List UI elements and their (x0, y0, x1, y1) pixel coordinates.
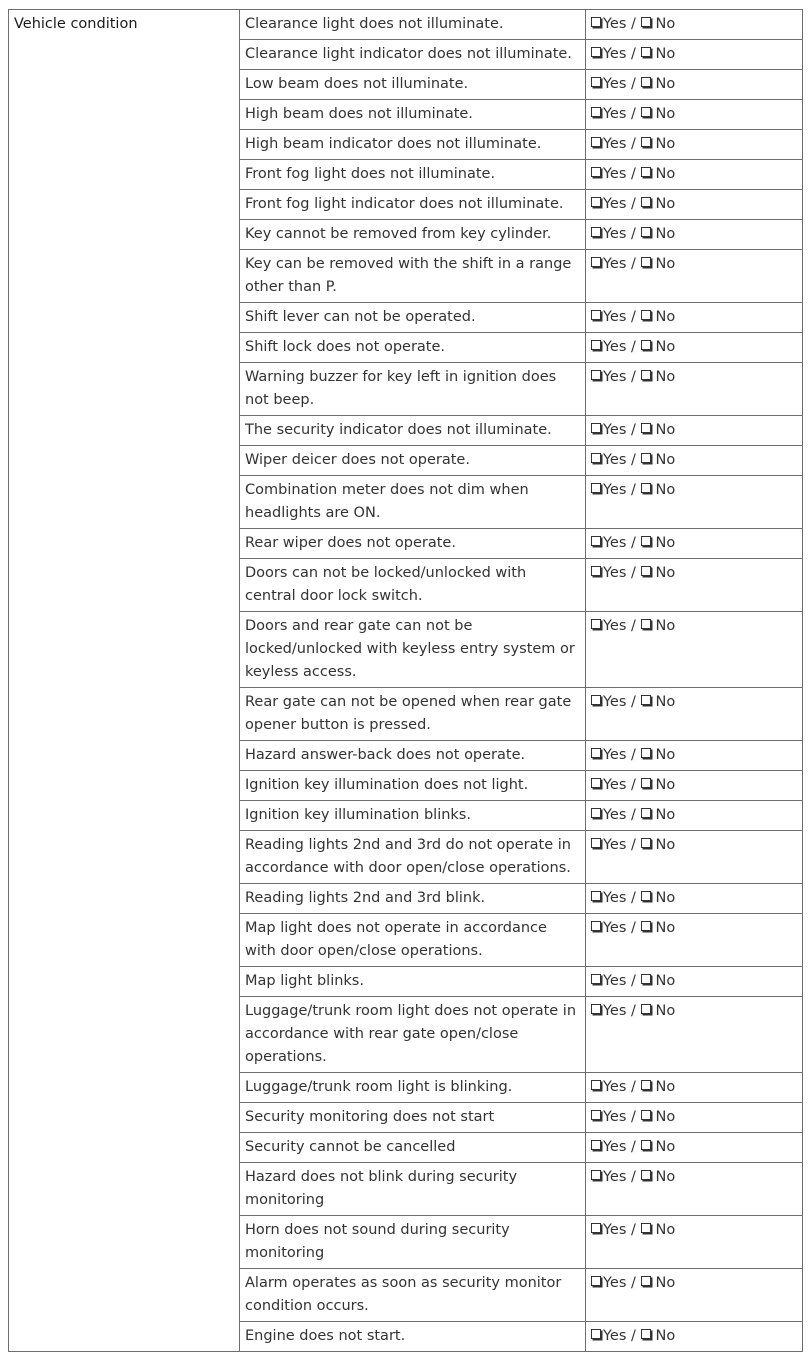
no-label: No (655, 890, 676, 906)
yes-label: Yes (603, 422, 627, 438)
yes-label: Yes (603, 565, 627, 581)
no-checkbox-icon[interactable] (641, 340, 651, 350)
yes-no-cell (586, 40, 803, 70)
yes-checkbox-icon[interactable] (591, 17, 601, 27)
yes-no-cell (586, 130, 803, 160)
separator: / (626, 837, 641, 853)
yes-no-cell (586, 190, 803, 220)
table-row (9, 10, 803, 40)
yes-label: Yes (603, 256, 627, 272)
yes-label: Yes (603, 807, 627, 823)
yes-checkbox-icon[interactable] (591, 891, 601, 901)
condition-text: Key cannot be removed from key cylinder. (240, 220, 586, 250)
separator: / (626, 1328, 641, 1344)
yes-label: Yes (603, 482, 627, 498)
yes-no-cell (586, 250, 803, 303)
yes-label: Yes (603, 1169, 627, 1185)
no-checkbox-icon[interactable] (641, 227, 651, 237)
yes-no-cell (586, 333, 803, 363)
separator: / (626, 535, 641, 551)
yes-no-cell (586, 303, 803, 333)
no-checkbox-icon[interactable] (641, 423, 651, 433)
no-checkbox-icon[interactable] (641, 566, 651, 576)
vehicle-condition-table (8, 9, 803, 1352)
yes-no-cell (586, 831, 803, 884)
yes-no-cell (586, 967, 803, 997)
separator: / (626, 256, 641, 272)
yes-label: Yes (603, 747, 627, 763)
yes-no-cell (586, 771, 803, 801)
condition-text: Rear gate can not be opened when rear gate opener button is pressed. (240, 688, 586, 741)
yes-checkbox-icon[interactable] (591, 536, 601, 546)
condition-text: Luggage/trunk room light is blinking. (240, 1073, 586, 1103)
no-checkbox-icon[interactable] (641, 921, 651, 931)
condition-text: Doors can not be locked/unlocked with central door lock switch. (240, 559, 586, 612)
no-label: No (655, 694, 676, 710)
yes-label: Yes (603, 1222, 627, 1238)
no-checkbox-icon[interactable] (641, 257, 651, 267)
condition-text: Horn does not sound during security monitoring (240, 1216, 586, 1269)
yes-label: Yes (603, 452, 627, 468)
separator: / (626, 807, 641, 823)
yes-checkbox-icon[interactable] (591, 1140, 601, 1150)
yes-label: Yes (603, 1139, 627, 1155)
no-checkbox-icon[interactable] (641, 748, 651, 758)
yes-label: Yes (603, 339, 627, 355)
no-checkbox-icon[interactable] (641, 17, 651, 27)
no-checkbox-icon[interactable] (641, 483, 651, 493)
yes-checkbox-icon[interactable] (591, 257, 601, 267)
no-label: No (655, 747, 676, 763)
no-checkbox-icon[interactable] (641, 1329, 651, 1339)
no-label: No (655, 920, 676, 936)
yes-checkbox-icon[interactable] (591, 370, 601, 380)
yes-no-cell (586, 10, 803, 40)
separator: / (626, 1222, 641, 1238)
yes-checkbox-icon[interactable] (591, 566, 601, 576)
yes-no-cell (586, 801, 803, 831)
yes-checkbox-icon[interactable] (591, 227, 601, 237)
yes-label: Yes (603, 1275, 627, 1291)
no-label: No (655, 482, 676, 498)
yes-label: Yes (603, 535, 627, 551)
separator: / (626, 309, 641, 325)
separator: / (626, 482, 641, 498)
yes-checkbox-icon[interactable] (591, 695, 601, 705)
no-label: No (655, 46, 676, 62)
no-label: No (655, 369, 676, 385)
yes-label: Yes (603, 226, 627, 242)
yes-checkbox-icon[interactable] (591, 137, 601, 147)
no-label: No (655, 565, 676, 581)
yes-no-cell (586, 446, 803, 476)
yes-checkbox-icon[interactable] (591, 1004, 601, 1014)
separator: / (626, 1169, 641, 1185)
no-checkbox-icon[interactable] (641, 47, 651, 57)
yes-no-cell (586, 416, 803, 446)
no-checkbox-icon[interactable] (641, 778, 651, 788)
separator: / (626, 1275, 641, 1291)
yes-label: Yes (603, 1328, 627, 1344)
condition-text: Shift lock does not operate. (240, 333, 586, 363)
condition-text: Low beam does not illuminate. (240, 70, 586, 100)
yes-no-cell (586, 559, 803, 612)
yes-no-cell (586, 363, 803, 416)
no-checkbox-icon[interactable] (641, 107, 651, 117)
yes-no-cell (586, 1073, 803, 1103)
yes-label: Yes (603, 166, 627, 182)
yes-label: Yes (603, 369, 627, 385)
yes-no-cell (586, 100, 803, 130)
yes-checkbox-icon[interactable] (591, 808, 601, 818)
yes-no-cell (586, 529, 803, 559)
yes-no-cell (586, 1163, 803, 1216)
no-checkbox-icon[interactable] (641, 1276, 651, 1286)
no-label: No (655, 136, 676, 152)
condition-text: Rear wiper does not operate. (240, 529, 586, 559)
separator: / (626, 1079, 641, 1095)
condition-text: The security indicator does not illuminate. (240, 416, 586, 446)
yes-no-cell (586, 997, 803, 1073)
yes-no-cell (586, 741, 803, 771)
yes-checkbox-icon[interactable] (591, 453, 601, 463)
no-checkbox-icon[interactable] (641, 77, 651, 87)
yes-label: Yes (603, 618, 627, 634)
condition-text: Reading lights 2nd and 3rd do not operate in accordance with door open/close operations. (240, 831, 586, 884)
yes-no-cell (586, 884, 803, 914)
yes-checkbox-icon[interactable] (591, 310, 601, 320)
no-label: No (655, 807, 676, 823)
condition-text: Map light does not operate in accordance with door open/close operations. (240, 914, 586, 967)
separator: / (626, 136, 641, 152)
separator: / (626, 973, 641, 989)
no-checkbox-icon[interactable] (641, 1004, 651, 1014)
condition-text: Front fog light indicator does not illuminate. (240, 190, 586, 220)
no-checkbox-icon[interactable] (641, 1080, 651, 1090)
no-checkbox-icon[interactable] (641, 1110, 651, 1120)
yes-label: Yes (603, 973, 627, 989)
table-body (9, 10, 803, 1352)
yes-checkbox-icon[interactable] (591, 974, 601, 984)
yes-checkbox-icon[interactable] (591, 340, 601, 350)
condition-text: Clearance light indicator does not illuminate. (240, 40, 586, 70)
no-checkbox-icon[interactable] (641, 974, 651, 984)
yes-label: Yes (603, 1079, 627, 1095)
no-checkbox-icon[interactable] (641, 370, 651, 380)
separator: / (626, 339, 641, 355)
yes-label: Yes (603, 196, 627, 212)
yes-no-cell (586, 1269, 803, 1322)
yes-no-cell (586, 70, 803, 100)
yes-checkbox-icon[interactable] (591, 197, 601, 207)
no-checkbox-icon[interactable] (641, 137, 651, 147)
no-label: No (655, 837, 676, 853)
yes-label: Yes (603, 106, 627, 122)
yes-checkbox-icon[interactable] (591, 77, 601, 87)
no-label: No (655, 973, 676, 989)
no-checkbox-icon[interactable] (641, 808, 651, 818)
yes-label: Yes (603, 1109, 627, 1125)
yes-no-cell (586, 220, 803, 250)
no-label: No (655, 777, 676, 793)
condition-text: Security cannot be cancelled (240, 1133, 586, 1163)
yes-no-cell (586, 914, 803, 967)
separator: / (626, 1003, 641, 1019)
separator: / (626, 890, 641, 906)
yes-label: Yes (603, 837, 627, 853)
no-checkbox-icon[interactable] (641, 891, 651, 901)
condition-text: Wiper deicer does not operate. (240, 446, 586, 476)
no-checkbox-icon[interactable] (641, 167, 651, 177)
yes-checkbox-icon[interactable] (591, 1080, 601, 1090)
separator: / (626, 694, 641, 710)
no-label: No (655, 339, 676, 355)
no-checkbox-icon[interactable] (641, 1223, 651, 1233)
no-label: No (655, 196, 676, 212)
no-label: No (655, 1169, 676, 1185)
separator: / (626, 369, 641, 385)
condition-text: Doors and rear gate can not be locked/unlocked with keyless entry system or keyless access. (240, 612, 586, 688)
condition-text: Key can be removed with the shift in a range other than P. (240, 250, 586, 303)
no-label: No (655, 226, 676, 242)
condition-text: Front fog light does not illuminate. (240, 160, 586, 190)
separator: / (626, 1139, 641, 1155)
no-label: No (655, 166, 676, 182)
yes-checkbox-icon[interactable] (591, 483, 601, 493)
yes-label: Yes (603, 16, 627, 32)
condition-text: Shift lever can not be operated. (240, 303, 586, 333)
yes-label: Yes (603, 46, 627, 62)
yes-checkbox-icon[interactable] (591, 838, 601, 848)
no-checkbox-icon[interactable] (641, 619, 651, 629)
no-label: No (655, 422, 676, 438)
no-checkbox-icon[interactable] (641, 1140, 651, 1150)
yes-checkbox-icon[interactable] (591, 1170, 601, 1180)
no-checkbox-icon[interactable] (641, 453, 651, 463)
vehicle-condition-sheet (8, 9, 802, 1352)
condition-text: Map light blinks. (240, 967, 586, 997)
yes-no-cell (586, 688, 803, 741)
no-label: No (655, 76, 676, 92)
condition-text: Hazard answer-back does not operate. (240, 741, 586, 771)
yes-no-cell (586, 1133, 803, 1163)
no-label: No (655, 1139, 676, 1155)
separator: / (626, 618, 641, 634)
separator: / (626, 226, 641, 242)
yes-label: Yes (603, 920, 627, 936)
yes-checkbox-icon[interactable] (591, 778, 601, 788)
condition-text: High beam indicator does not illuminate. (240, 130, 586, 160)
no-checkbox-icon[interactable] (641, 197, 651, 207)
condition-text: Clearance light does not illuminate. (240, 10, 586, 40)
yes-checkbox-icon[interactable] (591, 921, 601, 931)
separator: / (626, 196, 641, 212)
no-label: No (655, 16, 676, 32)
separator: / (626, 1109, 641, 1125)
yes-checkbox-icon[interactable] (591, 1329, 601, 1339)
yes-checkbox-icon[interactable] (591, 47, 601, 57)
no-label: No (655, 1109, 676, 1125)
separator: / (626, 452, 641, 468)
condition-text: Alarm operates as soon as security monitor condition occurs. (240, 1269, 586, 1322)
yes-no-cell (586, 1103, 803, 1133)
no-checkbox-icon[interactable] (641, 695, 651, 705)
yes-no-cell (586, 476, 803, 529)
no-label: No (655, 1275, 676, 1291)
no-label: No (655, 106, 676, 122)
condition-text: Ignition key illumination does not light. (240, 771, 586, 801)
yes-label: Yes (603, 136, 627, 152)
yes-label: Yes (603, 309, 627, 325)
yes-checkbox-icon[interactable] (591, 1110, 601, 1120)
separator: / (626, 565, 641, 581)
no-checkbox-icon[interactable] (641, 536, 651, 546)
condition-text: Hazard does not blink during security monitoring (240, 1163, 586, 1216)
yes-label: Yes (603, 694, 627, 710)
no-checkbox-icon[interactable] (641, 1170, 651, 1180)
no-label: No (655, 618, 676, 634)
no-label: No (655, 452, 676, 468)
separator: / (626, 920, 641, 936)
category-label: Vehicle condition (9, 10, 240, 1352)
yes-checkbox-icon[interactable] (591, 619, 601, 629)
condition-text: Luggage/trunk room light does not operate in accordance with rear gate open/close operations. (240, 997, 586, 1073)
separator: / (626, 46, 641, 62)
no-label: No (655, 1079, 676, 1095)
separator: / (626, 777, 641, 793)
yes-no-cell (586, 1322, 803, 1352)
condition-text: High beam does not illuminate. (240, 100, 586, 130)
condition-text: Combination meter does not dim when headlights are ON. (240, 476, 586, 529)
no-label: No (655, 256, 676, 272)
no-checkbox-icon[interactable] (641, 310, 651, 320)
separator: / (626, 16, 641, 32)
no-label: No (655, 1003, 676, 1019)
yes-checkbox-icon[interactable] (591, 1276, 601, 1286)
yes-no-cell (586, 1216, 803, 1269)
yes-label: Yes (603, 1003, 627, 1019)
no-checkbox-icon[interactable] (641, 838, 651, 848)
yes-label: Yes (603, 890, 627, 906)
yes-no-cell (586, 612, 803, 688)
no-label: No (655, 1222, 676, 1238)
yes-no-cell (586, 160, 803, 190)
yes-checkbox-icon[interactable] (591, 748, 601, 758)
condition-text: Engine does not start. (240, 1322, 586, 1352)
condition-text: Reading lights 2nd and 3rd blink. (240, 884, 586, 914)
no-label: No (655, 309, 676, 325)
yes-checkbox-icon[interactable] (591, 107, 601, 117)
yes-label: Yes (603, 777, 627, 793)
separator: / (626, 76, 641, 92)
separator: / (626, 747, 641, 763)
no-label: No (655, 535, 676, 551)
separator: / (626, 106, 641, 122)
yes-label: Yes (603, 76, 627, 92)
condition-text: Warning buzzer for key left in ignition does not beep. (240, 363, 586, 416)
condition-text: Security monitoring does not start (240, 1103, 586, 1133)
yes-checkbox-icon[interactable] (591, 423, 601, 433)
yes-checkbox-icon[interactable] (591, 167, 601, 177)
separator: / (626, 166, 641, 182)
no-label: No (655, 1328, 676, 1344)
yes-checkbox-icon[interactable] (591, 1223, 601, 1233)
separator: / (626, 422, 641, 438)
condition-text: Ignition key illumination blinks. (240, 801, 586, 831)
